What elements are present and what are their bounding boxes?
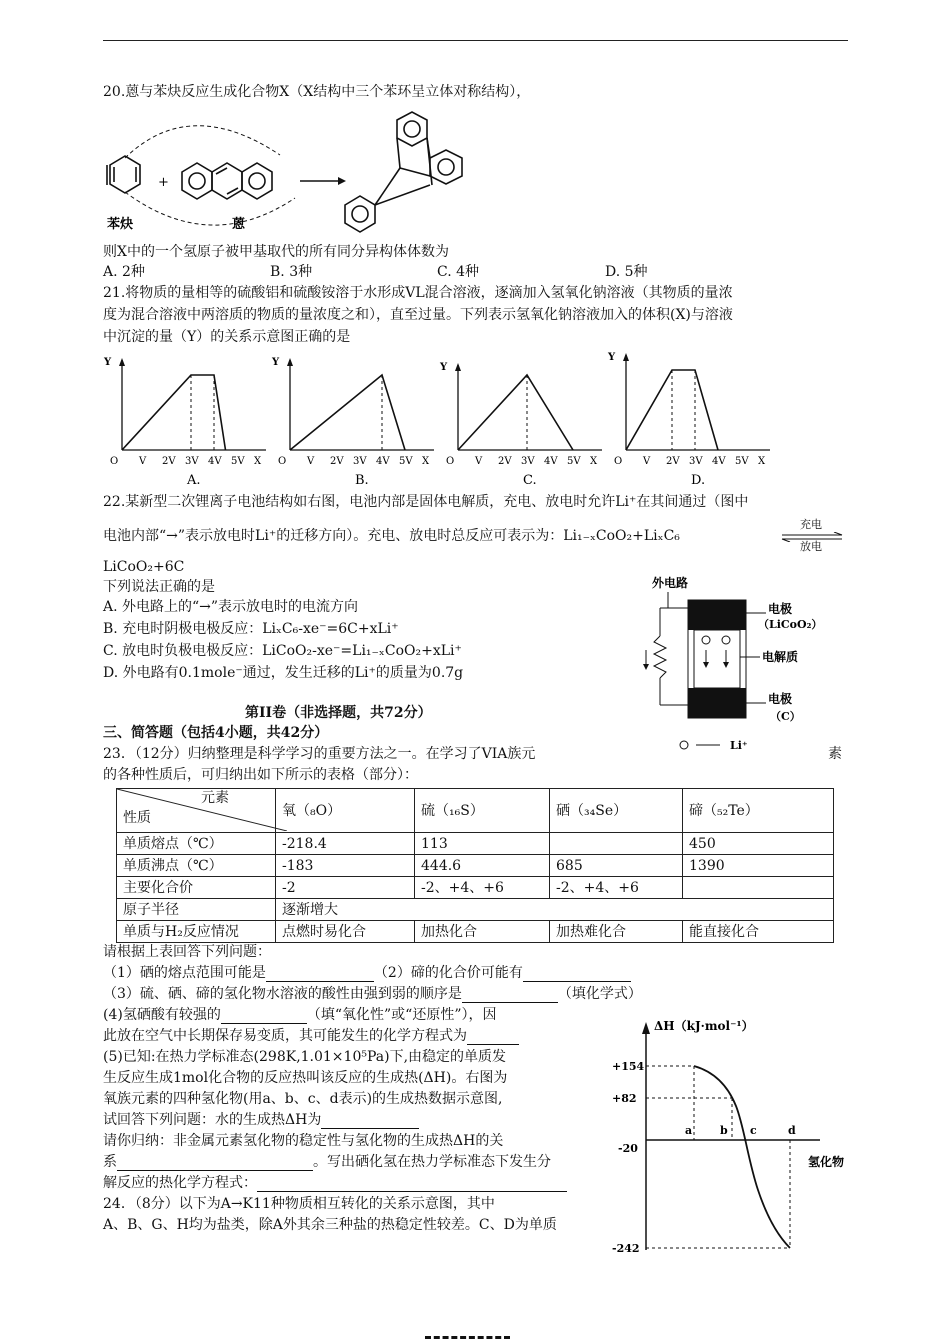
q21-tick: 4V <box>712 456 726 467</box>
q21-tick: X <box>254 456 262 467</box>
q21-tick: X <box>758 456 766 467</box>
q21-graph-d <box>607 352 770 488</box>
q23-s5f: 系 。写出硒化氢在热力学标准态下发生分 <box>103 1154 551 1170</box>
q21-line2: 度为混合溶液中两溶质的物质的量浓度之和），直至过量。下列表示氢氧化钠溶液加入的体积(X)与溶液 <box>103 307 733 323</box>
q20-option-d: D. 5种 <box>605 264 648 280</box>
y-axis-label: ΔH（kJ·mol⁻¹） <box>654 1019 754 1033</box>
q22-option-a: A. 外电路上的“→”表示放电时的电流方向 <box>103 599 359 615</box>
q22-arrow-charge: 充电 <box>800 518 822 531</box>
q20-question: 则X中的一个氢原子被甲基取代的所有同分异构体体数为 <box>103 244 449 260</box>
footer-mark <box>425 1336 510 1343</box>
electrode-bottom <box>688 688 746 718</box>
q21-line1: 21.将物质的量相等的硫酸铝和硫酸铵溶于水形成VL混合溶液，逐滴加入氢氧化钠溶液（其物质的量浓 <box>103 285 733 301</box>
q21-y-label: Y <box>104 357 112 368</box>
enthalpy-curve-group <box>612 1060 796 1255</box>
table-row: 主要化合价 -2 -2、+4、+6 -2、+4、+6 <box>117 877 834 899</box>
q21-graph-b <box>271 357 434 488</box>
header-oxygen: 氧（₈O） <box>276 789 415 833</box>
electrode-top <box>688 600 746 630</box>
q22-prompt: 下列说法正确的是 <box>103 579 215 595</box>
q20-option-a: A. 2种 <box>103 264 145 280</box>
header-rule <box>103 40 848 41</box>
section-title: 三、简答题（包括4小题，共42分） <box>103 725 329 741</box>
q23-s5g: 解反应的热化学方程式： <box>103 1174 567 1192</box>
q21-tick: 4V <box>376 456 390 467</box>
q23-s4: (4)氢硒酸有较强的 （填“氧化性”或“还原性”），因 <box>103 1007 497 1023</box>
q23-line1: 23．（12分）归纳整理是科学学习的重要方法之一。在学习了VIA族元 <box>103 746 536 762</box>
benzyne-ring <box>107 156 140 193</box>
q21-graph-a <box>103 357 266 488</box>
q21-tick: V <box>307 456 315 467</box>
q21-graph-c <box>439 362 602 488</box>
corner-elements: 元素 <box>201 790 229 806</box>
corner-properties: 性质 <box>123 810 151 826</box>
table-row: 单质沸点（℃） -183 444.6 685 1390 <box>117 855 834 877</box>
q23-s5e: 请你归纳：非金属元素氢化物的稳定性与氢化物的生成热ΔH的关 <box>103 1133 504 1149</box>
q23-s3: （3）硫、硒、碲的氢化物水溶液的酸性由强到弱的顺序是 （填化学式） <box>103 986 642 1002</box>
dh-ytick: -20 <box>618 1142 638 1155</box>
dh-ytick: +154 <box>612 1060 645 1073</box>
part2-title: 第II卷（非选择题，共72分） <box>245 705 432 721</box>
q21-tick: 3V <box>185 456 199 467</box>
enthalpy-graph <box>610 1010 850 1260</box>
q21-tick: 3V <box>353 456 367 467</box>
q21-tick: V <box>139 456 147 467</box>
q23-line1-tail: 素 <box>828 746 842 762</box>
q21-tick: 5V <box>399 456 413 467</box>
dh-point-label: a <box>685 1124 693 1137</box>
q22-line3: LiCoO₂+6C <box>103 559 185 575</box>
table-row: 单质熔点（℃） -218.4 113 450 <box>117 833 834 855</box>
q20-stem: 20.蒽与苯炔反应生成化合物X（X结构中三个苯环呈立体对称结构）， <box>103 84 531 100</box>
q21-tick: 5V <box>735 456 749 467</box>
q22-line1: 22.某新型二次锂离子电池结构如右图，电池内部是固体电解质，充电、放电时允许Li⁺在其间通过（图中 <box>103 494 749 510</box>
q23-line2: 的各种性质后，可归纳出如下所示的表格（部分）： <box>103 767 418 783</box>
q21-graph-label: C. <box>523 473 537 488</box>
q21-tick: 2V <box>666 456 680 467</box>
dh-point-label: d <box>788 1124 796 1137</box>
q21-tick: 2V <box>162 456 176 467</box>
q21-tick: 3V <box>689 456 703 467</box>
q21-tick: 2V <box>330 456 344 467</box>
q21-graphs <box>100 345 780 490</box>
q23-s5b: 生反应生成1mol化合物的反应热叫该反应的生成热(ΔH)。右图为 <box>103 1070 508 1086</box>
benzyne-label: 苯炔 <box>107 217 134 232</box>
q21-y-label: Y <box>272 357 280 368</box>
q22-option-b: B. 充电时阴极电极反应：LiₓC₆-xe⁻=6C+xLi⁺ <box>103 621 399 637</box>
q21-graph-label: A. <box>187 473 201 488</box>
outer-circuit-label: 外电路 <box>652 576 689 590</box>
anthracene-label: 蒽 <box>232 217 246 232</box>
table-corner <box>117 789 276 833</box>
header-tellurium: 碲（₅₂Te） <box>683 789 834 833</box>
q21-tick: X <box>422 456 430 467</box>
q23-s5c: 氧族元素的四种氢化物(用a、b、c、d表示)的生成热数据示意图, <box>103 1091 503 1107</box>
header-selenium: 硒（₃₄Se） <box>550 789 683 833</box>
dh-ytick: +82 <box>612 1092 637 1105</box>
electrode-bottom-material: （C） <box>770 710 801 723</box>
dh-ytick: -242 <box>612 1242 640 1255</box>
q21-tick: O <box>446 456 455 467</box>
q21-tick: O <box>278 456 287 467</box>
q22-option-c: C. 放电时负极电极反应：LiCoO₂-xe⁻=Li₁₋ₓCoO₂+xLi⁺ <box>103 643 462 659</box>
li-ion-legend: Li⁺ <box>730 739 748 752</box>
plus-sign: + <box>158 175 169 190</box>
q21-tick: X <box>590 456 598 467</box>
q21-tick: V <box>643 456 651 467</box>
q22-option-d: D. 外电路有0.1mole⁻通过，发生迁移的Li⁺的质量为0.7g <box>103 665 464 681</box>
q22-arrow-discharge: 放电 <box>800 540 822 553</box>
q21-graph-label: D. <box>691 473 706 488</box>
q21-tick: 5V <box>567 456 581 467</box>
dh-point-label: b <box>720 1124 728 1137</box>
q21-curve <box>122 375 226 450</box>
q20-option-c: C. 4种 <box>437 264 480 280</box>
q21-y-label: Y <box>608 352 616 363</box>
anthracene-rings <box>182 163 272 199</box>
q21-graph-label: B. <box>355 473 369 488</box>
q21-tick: 2V <box>498 456 512 467</box>
q23-s5a: (5)已知:在热力学标准态(298K,1.01×10⁵Pa)下,由稳定的单质发 <box>103 1049 507 1065</box>
electrode-top-label: 电极 <box>768 602 793 616</box>
q24-line1: 24．（8分）以下为A→K11种物质相互转化的关系示意图，其中 <box>103 1196 495 1212</box>
q21-curve <box>458 375 573 450</box>
q21-tick: 5V <box>231 456 245 467</box>
q21-y-label: Y <box>440 362 448 373</box>
q22-line2: 电池内部“→”表示放电时Li⁺的迁移方向）。充电、放电时总反应可表示为：Li₁₋ₓCoO₂+LiₓC₆ <box>103 528 680 544</box>
electrode-bottom-label: 电极 <box>768 692 793 706</box>
q20-option-b: B. 3种 <box>270 264 313 280</box>
q21-tick: O <box>614 456 623 467</box>
q23-prompt: 请根据上表回答下列问题： <box>103 944 271 960</box>
x-axis-label: 氢化物 <box>808 1155 845 1169</box>
q21-tick: 4V <box>544 456 558 467</box>
dashed-arc-top <box>125 126 280 158</box>
battery-figure <box>620 570 840 755</box>
electrode-top-material: （LiCoO₂） <box>758 618 823 631</box>
header-sulfur: 硫（₁₆S） <box>415 789 550 833</box>
q21-line3: 中沉淀的量（Y）的关系示意图正确的是 <box>103 329 351 345</box>
dh-curve <box>694 1066 790 1248</box>
q21-tick: 3V <box>521 456 535 467</box>
equilibrium-arrow <box>780 532 846 542</box>
q24-line2: A、B、G、H均为盐类，除A外其余三种盐的热稳定性较差。C、D为单质 <box>103 1217 557 1233</box>
q23-s5d: 试回答下列问题：水的生成热ΔH为 <box>103 1111 419 1129</box>
triptycene-structure <box>345 112 462 232</box>
dh-point-label: c <box>750 1124 757 1137</box>
q21-tick: V <box>475 456 483 467</box>
q20-reaction-figure <box>100 110 480 245</box>
table-row: 单质与H₂反应情况 点燃时易化合 加热化合 加热难化合 能直接化合 <box>117 921 834 943</box>
q23-s4c: 此放在空气中长期保存易变质，其可能发生的化学方程式为 <box>103 1027 519 1045</box>
q21-curve <box>290 375 405 450</box>
table-row: 原子半径 逐渐增大 <box>117 899 834 921</box>
dashed-arc-bottom <box>125 192 295 225</box>
electrolyte-label: 电解质 <box>762 650 799 664</box>
properties-table <box>116 788 834 943</box>
q21-tick: O <box>110 456 119 467</box>
q23-s1: （1）硒的熔点范围可能是 （2）碲的化合价可能有 <box>103 964 631 982</box>
q21-tick: 4V <box>208 456 222 467</box>
resistor-icon <box>654 636 666 678</box>
